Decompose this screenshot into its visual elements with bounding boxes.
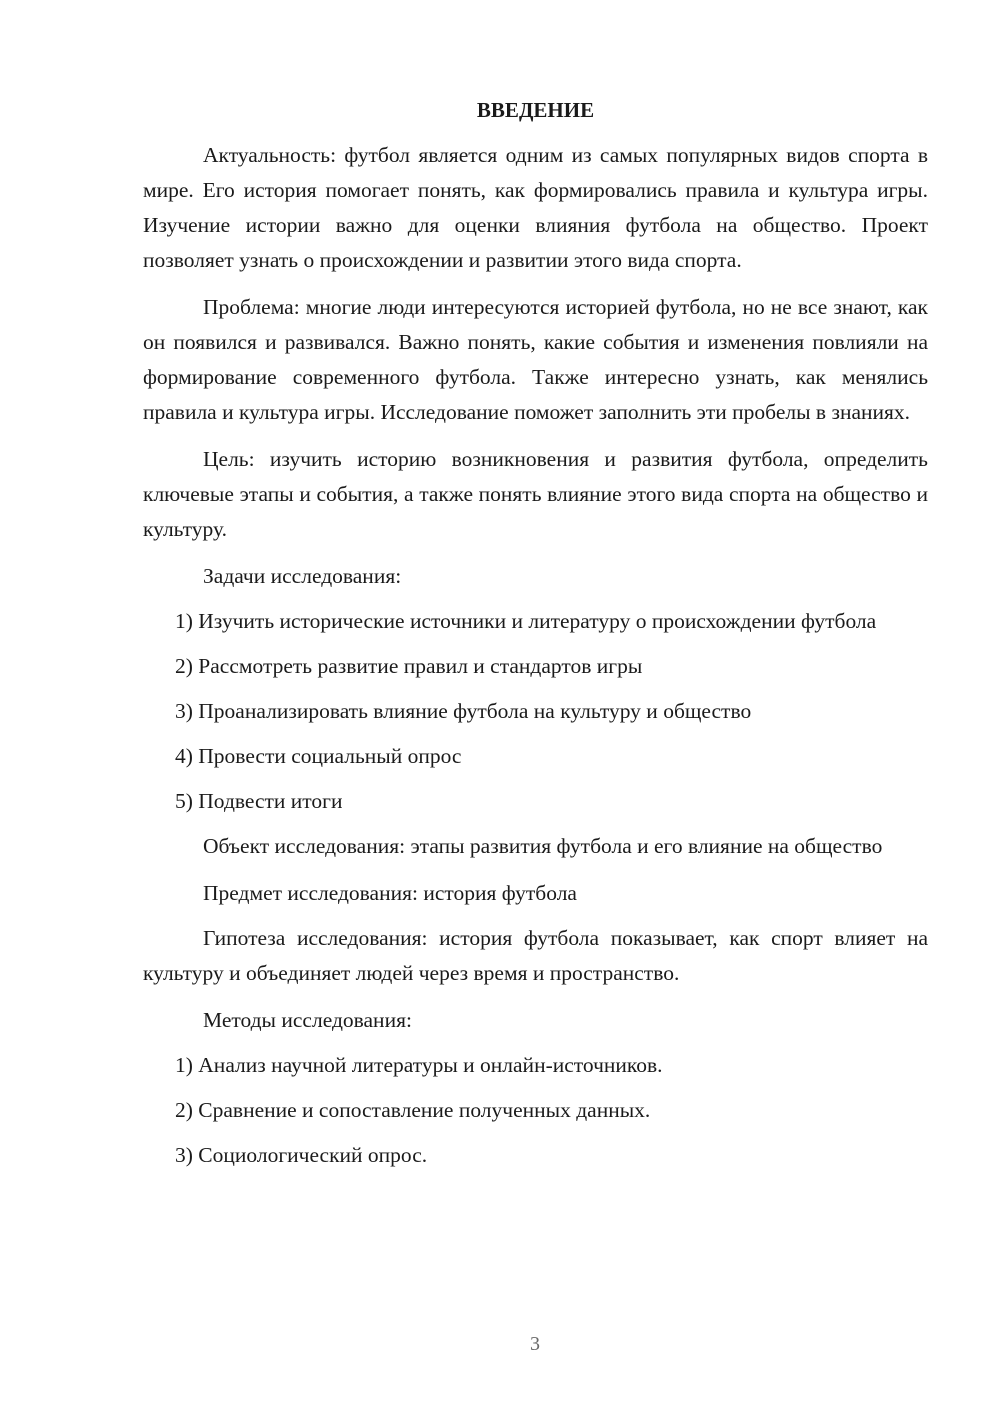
methods-list	[143, 1048, 928, 1173]
list-item: 2) Рассмотреть развитие правил и стандартов игры	[175, 654, 643, 678]
paragraph-hypothesis: Гипотеза исследования: история футбола показывает, как спорт влияет на культуру и объединяет людей через время и пространство.	[143, 926, 928, 985]
paragraph-subject: Предмет исследования: история футбола	[203, 881, 577, 905]
list-item: 3) Социологический опрос.	[175, 1143, 428, 1167]
tasks-heading: Задачи исследования:	[203, 564, 402, 588]
list-item: 1) Изучить исторические источники и литературу о происхождении футбола	[175, 609, 877, 633]
list-item: 4) Провести социальный опрос	[175, 744, 462, 768]
document-page	[143, 95, 928, 1183]
list-item: 3) Проанализировать влияние футбола на культуру и общество	[175, 699, 752, 723]
list-item: 5) Подвести итоги	[175, 789, 343, 813]
page-number: 3	[530, 1333, 540, 1355]
paragraph-object: Объект исследования: этапы развития футбола и его влияние на общество	[203, 834, 883, 858]
page-title: ВВЕДЕНИЕ	[476, 98, 595, 122]
paragraph-relevance: Актуальность: футбол является одним из самых популярных видов спорта в мире. Его история помогает понять, как формировались правила и культура игры. Изучение истории важно для оценки влияния футбола на общество. Проект позволяет узнать о происхождении и развитии этого вида спорта.	[143, 143, 928, 272]
list-item: 1) Анализ научной литературы и онлайн-источников.	[175, 1053, 663, 1077]
list-item: 2) Сравнение и сопоставление полученных данных.	[175, 1098, 651, 1122]
tasks-list	[143, 604, 928, 819]
paragraph-goal: Цель: изучить историю возникновения и развития футбола, определить ключевые этапы и события, а также понять влияние этого вида спорта на общество и культуру.	[143, 447, 928, 541]
paragraph-problem: Проблема: многие люди интересуются историей футбола, но не все знают, как он появился и развивался. Важно понять, какие события и изменения повлияли на формирование современного футбола. Также интересно узнать, как менялись правила и культура игры. Исследование поможет заполнить эти пробелы в знаниях.	[143, 295, 928, 424]
methods-heading: Методы исследования:	[203, 1008, 412, 1032]
